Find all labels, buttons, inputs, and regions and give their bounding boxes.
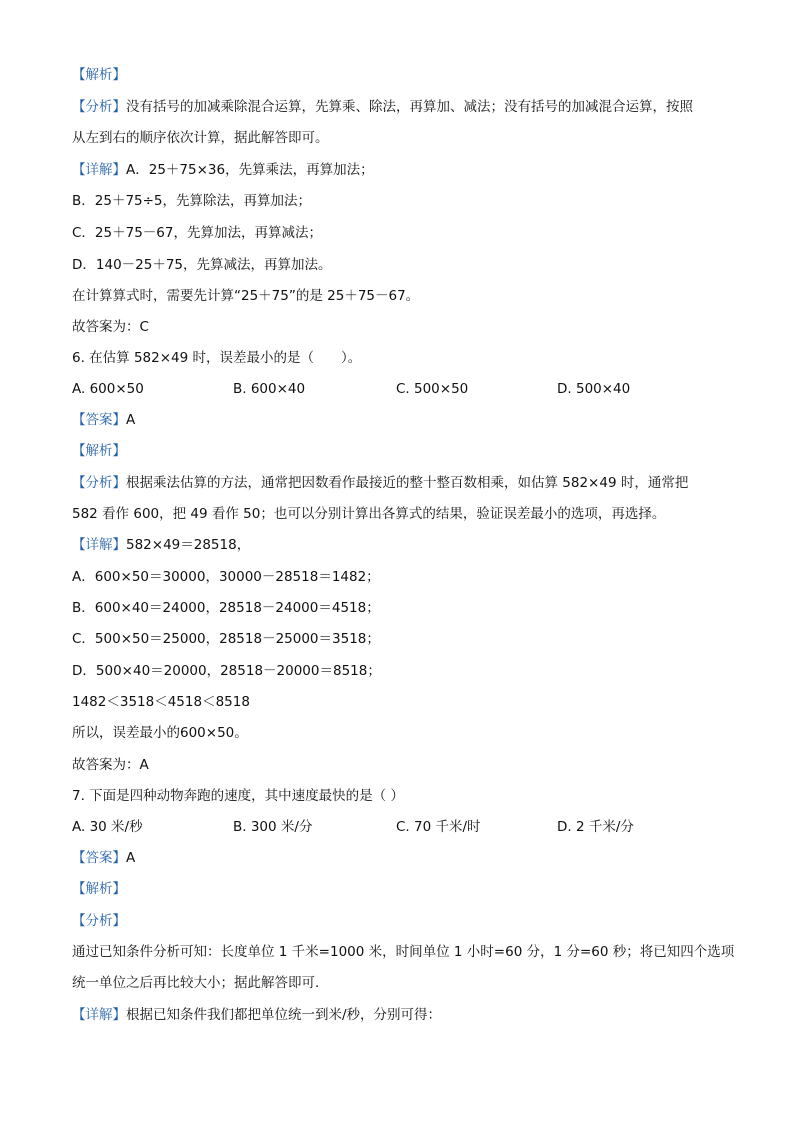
- analysis-heading-q6: 【解析】: [72, 443, 126, 459]
- question-7: 7. 下面是四种动物奔跑的速度，其中速度最快的是（ ）: [72, 788, 404, 804]
- q6-option-b: B. 600×40: [233, 381, 306, 397]
- analysis-text-q7-line2: 统一单位之后再比较大小；据此解答即可．: [72, 975, 329, 991]
- q6-option-d: D. 500×40: [557, 381, 631, 397]
- q6-option-c: C. 500×50: [396, 381, 469, 397]
- detail-q7-intro: 【详解】根据已知条件我们都把单位统一到米/秒，分别可得：: [72, 1007, 442, 1023]
- question-6: 6. 在估算 582×49 时，误差最小的是（ ）。: [72, 350, 362, 366]
- detail-q5-a: 【详解】A．25＋75×36，先算乘法，再算加法；: [72, 162, 374, 178]
- answer-q6: 【答案】A: [72, 412, 136, 428]
- analysis-heading: 【解析】: [72, 67, 126, 83]
- q7-option-b: B. 300 米/分: [233, 819, 313, 835]
- analysis-text-q6-line2: 582 看作 600，把 49 看作 50；也可以分别计算出各算式的结果，验证误差最小的选项，再选择。: [72, 506, 666, 522]
- detail-q6-b: B．600×40＝24000，28518－24000＝4518；: [72, 600, 380, 616]
- analysis-text-q5-line2: 从左到右的顺序依次计算，据此解答即可。: [72, 130, 329, 146]
- q7-option-a: A. 30 米/秒: [72, 819, 143, 835]
- detail-q6-a: A．600×50＝30000，30000－28518＝1482；: [72, 569, 380, 585]
- detail-q6-product: 【详解】582×49＝28518，: [72, 537, 251, 553]
- answer-q7: 【答案】A: [72, 850, 136, 866]
- analysis-text-q7-line1: 通过已知条件分析可知：长度单位 1 千米=1000 米，时间单位 1 小时=60 分，1 分=60 秒；将已知四个选项: [72, 944, 735, 960]
- q7-option-c: C. 70 千米/时: [396, 819, 481, 835]
- detail-q5-c: C．25＋75－67，先算加法，再算减法；: [72, 225, 322, 241]
- answer-q6-conclusion: 故答案为：A: [72, 757, 149, 773]
- detail-q5-b: B．25＋75÷5，先算除法，再算加法；: [72, 193, 312, 209]
- analysis-label-q7: 【分析】: [72, 913, 126, 929]
- detail-q6-conclusion: 所以，误差最小的600×50。: [72, 725, 248, 741]
- detail-q5-summary: 在计算算式时，需要先计算“25＋75”的是 25＋75－67。: [72, 288, 420, 304]
- q7-option-d: D. 2 千米/分: [557, 819, 634, 835]
- detail-q5-d: D．140－25＋75，先算减法，再算加法。: [72, 257, 332, 273]
- analysis-text-q5-line1: 【分析】没有括号的加减乘除混合运算，先算乘、除法，再算加、减法；没有括号的加减混合运算，按照: [72, 99, 693, 115]
- analysis-text-q6-line1: 【分析】根据乘法估算的方法，通常把因数看作最接近的整十整百数相乘，如估算 582×49 时，通常把: [72, 475, 689, 491]
- q6-option-a: A. 600×50: [72, 381, 144, 397]
- answer-q5-conclusion: 故答案为：C: [72, 319, 149, 335]
- detail-q6-d: D．500×40＝20000，28518－20000＝8518；: [72, 663, 381, 679]
- analysis-heading-q7: 【解析】: [72, 881, 126, 897]
- detail-q6-c: C．500×50＝25000，28518－25000＝3518；: [72, 631, 380, 647]
- detail-q6-comparison: 1482＜3518＜4518＜8518: [72, 694, 250, 710]
